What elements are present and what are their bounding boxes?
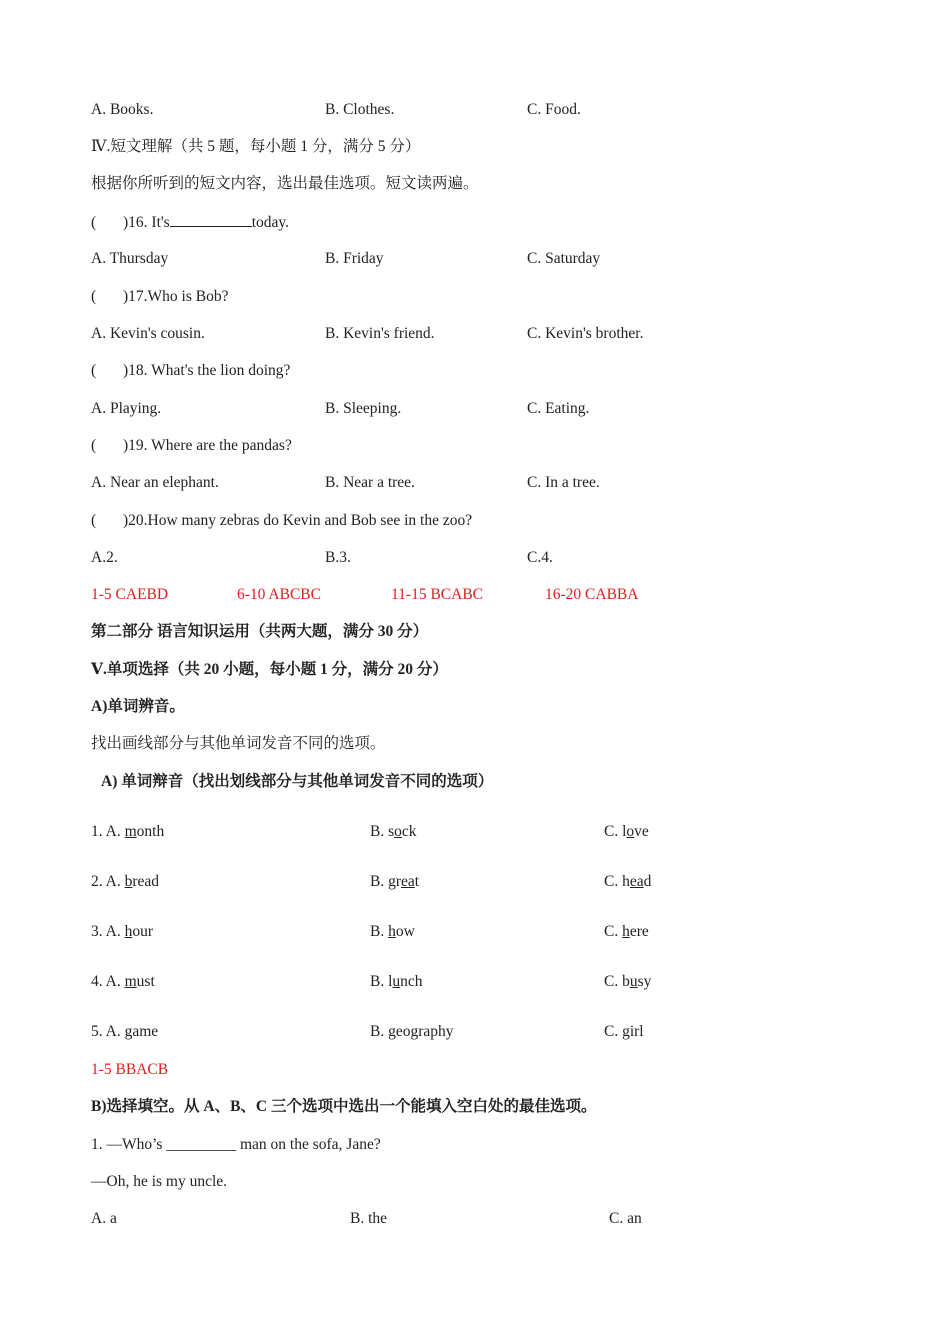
option-a: A. Thursday <box>91 250 169 267</box>
section-instruction: 根据你所听到的短文内容，选出最佳选项。短文读两遍。 <box>91 175 479 192</box>
question-text: )20.How many zebras do Kevin and Bob see in the zoo? <box>123 512 473 529</box>
question-text-end: today. <box>251 214 290 231</box>
answer-blank <box>170 212 252 227</box>
option-c: C. an <box>609 1210 642 1227</box>
answer-paren: ( <box>91 214 97 231</box>
question-17 <box>91 287 228 307</box>
answer-paren: ( <box>91 512 97 529</box>
subsection-heading: A)单词辨音。 <box>91 698 185 715</box>
option-a: A. Books. <box>91 101 154 118</box>
option-c: C. Eating. <box>527 400 590 417</box>
answer-key: 1-5 BBACB <box>91 1061 169 1078</box>
option-b: B. Near a tree. <box>325 474 415 491</box>
phonetic-option-b: B. geography <box>370 1023 454 1040</box>
option-b: B. Kevin's friend. <box>325 325 435 342</box>
option-a: A. Kevin's cousin. <box>91 325 205 342</box>
option-a: A. a <box>91 1210 117 1227</box>
question-18 <box>91 361 290 381</box>
subsection-heading: B)选择填空。从 A、B、C 三个选项中选出一个能填入空白处的最佳选项。 <box>91 1098 597 1115</box>
phonetic-option-c: C. here <box>604 923 649 940</box>
phonetic-option-c: C. girl <box>604 1023 644 1040</box>
option-c: C. Food. <box>527 101 581 118</box>
question-text: )17.Who is Bob? <box>123 288 229 305</box>
question-text: )16. It's <box>123 214 170 231</box>
option-b: B. Sleeping. <box>325 400 402 417</box>
phonetic-option-a: 1. A. month <box>91 823 165 840</box>
question-20 <box>91 511 472 531</box>
option-b: B. the <box>350 1210 388 1227</box>
section-heading: Ⅴ.单项选择（共 20 小题，每小题 1 分，满分 20 分） <box>91 661 448 678</box>
option-c: C. Saturday <box>527 250 601 267</box>
option-c: C.4. <box>527 549 553 566</box>
phonetic-option-b: B. how <box>370 923 415 940</box>
phonetic-option-c: C. busy <box>604 973 652 990</box>
subsection-instruction: 找出画线部分与其他单词发音不同的选项。 <box>91 735 386 752</box>
option-a: A. Playing. <box>91 400 162 417</box>
question-1: 1. —Who’s _________ man on the sofa, Jane? <box>91 1136 381 1153</box>
phonetic-option-a: 3. A. hour <box>91 923 154 940</box>
phonetic-option-a: 4. A. must <box>91 973 155 990</box>
option-a: A.2. <box>91 549 118 566</box>
subsection-heading-repeat: A) 单词辩音（找出划线部分与其他单词发音不同的选项） <box>101 773 494 790</box>
question-text: )19. Where are the pandas? <box>123 437 292 454</box>
answer-paren: ( <box>91 288 97 305</box>
phonetic-option-c: C. love <box>604 823 649 840</box>
phonetic-option-b: B. great <box>370 873 420 890</box>
question-16 <box>91 212 289 233</box>
option-b: B. Clothes. <box>325 101 395 118</box>
answer-key: 1-5 CAEBD <box>91 586 169 603</box>
phonetic-option-b: B. lunch <box>370 973 423 990</box>
answer-paren: ( <box>91 437 97 454</box>
question-1-reply: —Oh, he is my uncle. <box>91 1173 228 1190</box>
answer-key: 16-20 CABBA <box>545 586 639 603</box>
option-a: A. Near an elephant. <box>91 474 219 491</box>
option-b: B. Friday <box>325 250 384 267</box>
answer-key: 6-10 ABCBC <box>237 586 321 603</box>
phonetic-option-a: 5. A. game <box>91 1023 159 1040</box>
option-b: B.3. <box>325 549 351 566</box>
phonetic-option-a: 2. A. bread <box>91 873 160 890</box>
answer-key: 11-15 BCABC <box>391 586 484 603</box>
answer-paren: ( <box>91 362 97 379</box>
question-text: )18. What's the lion doing? <box>123 362 291 379</box>
part-heading: 第二部分 语言知识运用（共两大题，满分 30 分） <box>91 623 429 640</box>
phonetic-option-b: B. sock <box>370 823 417 840</box>
question-19 <box>91 436 292 456</box>
section-heading: Ⅳ.短文理解（共 5 题，每小题 1 分，满分 5 分） <box>91 138 421 155</box>
option-c: C. In a tree. <box>527 474 600 491</box>
phonetic-option-c: C. head <box>604 873 652 890</box>
option-c: C. Kevin's brother. <box>527 325 644 342</box>
